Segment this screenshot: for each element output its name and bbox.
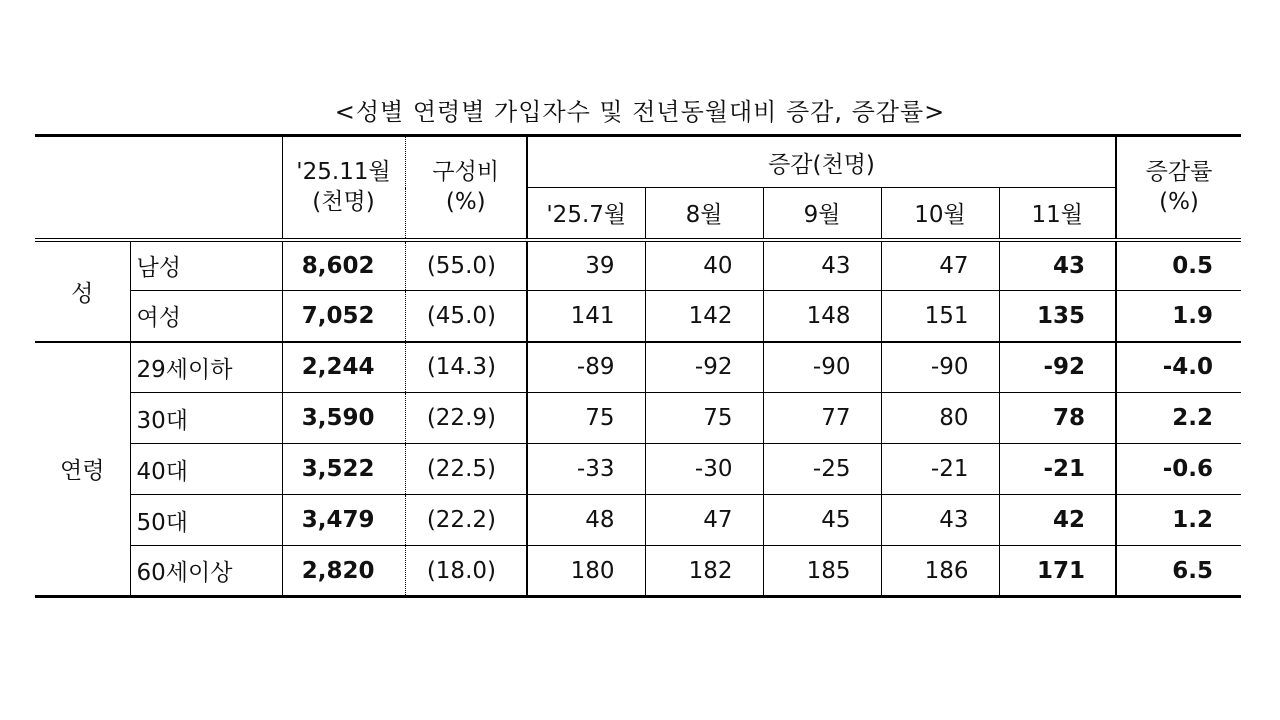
subscribers-cell: 7,052 [282,291,405,342]
row-label: 60세이상 [130,546,282,597]
table-row [35,342,1241,393]
change-cell: 80 [881,393,999,444]
change-cell: -89 [527,342,645,393]
change-cell: 75 [527,393,645,444]
change-cell: 42 [999,495,1116,546]
rate-cell: 1.2 [1116,495,1241,546]
change-cell: -92 [999,342,1116,393]
change-cell: 185 [763,546,881,597]
table-row [35,291,1241,342]
change-cell: 43 [881,495,999,546]
header-corner [35,136,282,240]
change-cell: -92 [645,342,763,393]
table-row [35,495,1241,546]
change-cell: -30 [645,444,763,495]
change-cell: 135 [999,291,1116,342]
rate-cell: -0.6 [1116,444,1241,495]
change-cell: 186 [881,546,999,597]
subscribers-cell: 3,590 [282,393,405,444]
share-cell: (45.0) [405,291,527,342]
row-label: 여성 [130,291,282,342]
change-cell: -21 [999,444,1116,495]
change-cell: 48 [527,495,645,546]
change-cell: 148 [763,291,881,342]
share-cell: (14.3) [405,342,527,393]
share-cell: (22.9) [405,393,527,444]
header-month: 11월 [999,188,1116,240]
rate-cell: 6.5 [1116,546,1241,597]
row-label: 30대 [130,393,282,444]
change-cell: 77 [763,393,881,444]
header-month: 10월 [881,188,999,240]
change-cell: 142 [645,291,763,342]
share-cell: (22.5) [405,444,527,495]
share-cell: (18.0) [405,546,527,597]
change-cell: 47 [881,240,999,291]
rate-cell: 1.9 [1116,291,1241,342]
header-change-group: 증감(천명) [527,136,1116,188]
rate-cell: 0.5 [1116,240,1241,291]
rate-cell: -4.0 [1116,342,1241,393]
row-label: 40대 [130,444,282,495]
change-cell: 78 [999,393,1116,444]
change-cell: 151 [881,291,999,342]
change-cell: -25 [763,444,881,495]
change-cell: -33 [527,444,645,495]
change-cell: 43 [763,240,881,291]
rate-cell: 2.2 [1116,393,1241,444]
header-subscribers: '25.11월 (천명) [282,136,405,240]
table-row [35,393,1241,444]
subscribers-cell: 3,522 [282,444,405,495]
change-cell: 180 [527,546,645,597]
subscribers-cell: 2,244 [282,342,405,393]
group-label: 연령 [35,342,130,597]
change-cell: 141 [527,291,645,342]
share-cell: (22.2) [405,495,527,546]
subscriber-table [35,134,1241,598]
subscribers-cell: 3,479 [282,495,405,546]
row-label: 남성 [130,240,282,291]
change-cell: -90 [881,342,999,393]
change-cell: -90 [763,342,881,393]
header-month: 9월 [763,188,881,240]
change-cell: 43 [999,240,1116,291]
header-rate: 증감률 (%) [1116,136,1241,240]
group-label: 성 [35,240,130,342]
subscribers-cell: 2,820 [282,546,405,597]
row-label: 50대 [130,495,282,546]
change-cell: 45 [763,495,881,546]
change-cell: 47 [645,495,763,546]
header-share: 구성비 (%) [405,136,527,240]
table-title: <성별 연령별 가입자수 및 전년동월대비 증감, 증감률> [334,98,946,126]
change-cell: 171 [999,546,1116,597]
header-month: '25.7월 [527,188,645,240]
row-label: 29세이하 [130,342,282,393]
header-month: 8월 [645,188,763,240]
table-row [35,444,1241,495]
table-row [35,546,1241,597]
change-cell: 39 [527,240,645,291]
change-cell: 40 [645,240,763,291]
table-row [35,240,1241,291]
change-cell: -21 [881,444,999,495]
share-cell: (55.0) [405,240,527,291]
change-cell: 75 [645,393,763,444]
subscribers-cell: 8,602 [282,240,405,291]
change-cell: 182 [645,546,763,597]
